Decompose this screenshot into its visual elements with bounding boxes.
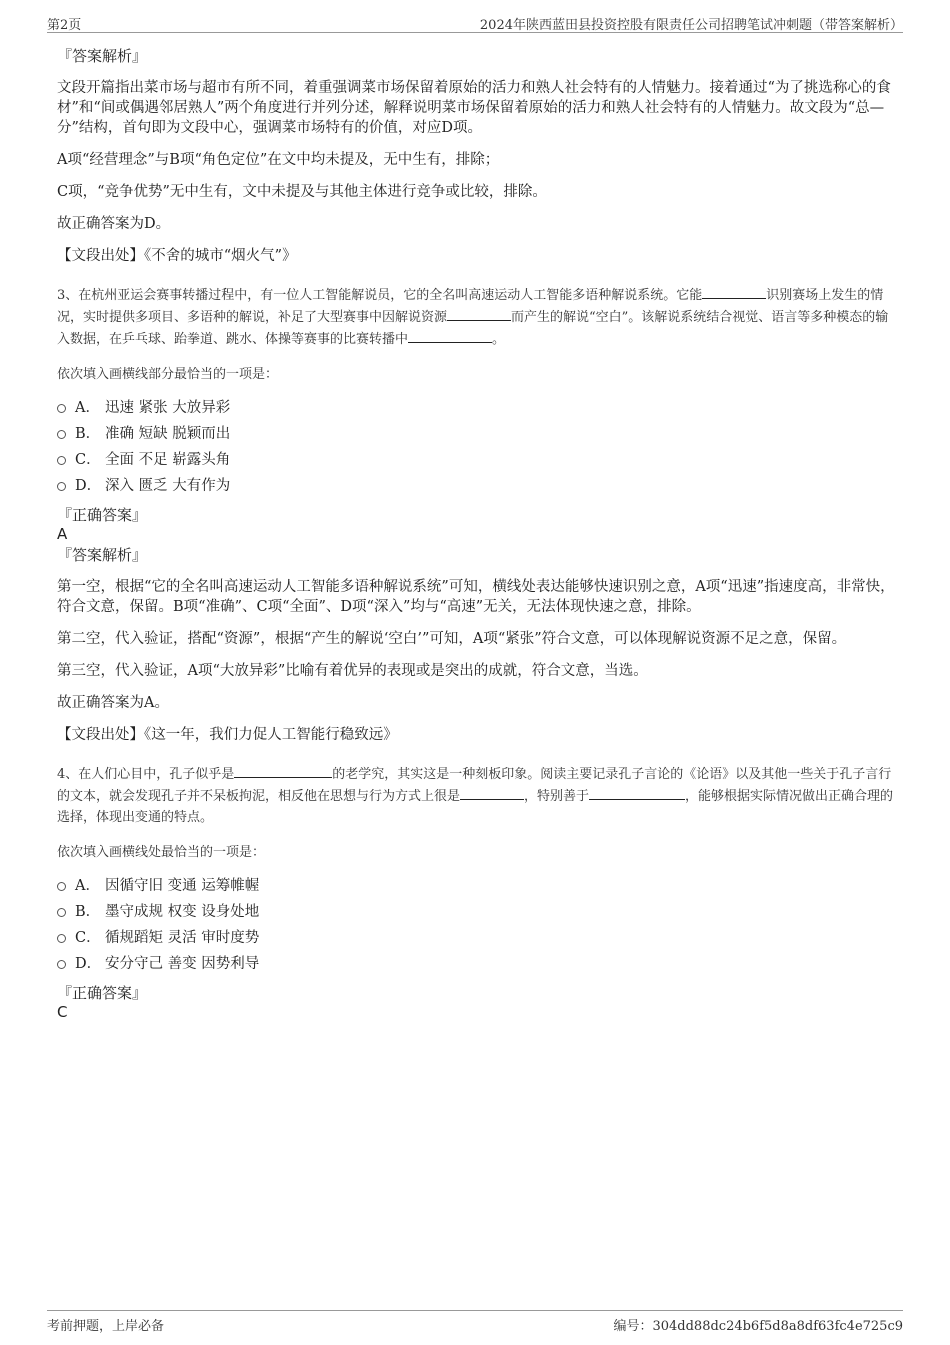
option-a[interactable]: A． 迅速 紧张 大放异彩 (17, 395, 897, 421)
option-c[interactable]: C． 全面 不足 崭露头角 (17, 447, 897, 473)
correct-answer: A (57, 525, 68, 543)
option-a[interactable]: A． 因循守旧 变通 运筹帷幄 (17, 873, 897, 899)
analysis-paragraph: 文段开篇指出菜市场与超市有所不同，着重强调菜市场保留着原始的活力和熟人社会特有的人情魅力。接着通过“为了挑选称心的食材”和“间或偶遇邻居熟人”两个角度进行并列分述，解释说明菜市场保留着原始的活力和熟人社会特有的人情魅力。故文段为“总—分”结构，首句即为文段中心，强调菜市场特有的价值，对应D项。 (57, 80, 891, 136)
correct-answer-label: 『正确答案』 (57, 506, 148, 524)
fill-blank[interactable] (589, 785, 685, 800)
page-content (57, 46, 897, 1021)
page-number: 第2页 (47, 18, 82, 33)
fill-blank[interactable] (460, 785, 524, 800)
source-citation: 【文段出处】《这一年，我们力促人工智能行稳致远》 (57, 727, 398, 743)
question-4-options (57, 873, 897, 977)
radio-icon[interactable] (57, 934, 66, 943)
radio-icon[interactable] (57, 456, 66, 465)
correct-answer: C (57, 1003, 68, 1021)
radio-icon[interactable] (57, 482, 66, 491)
option-d[interactable]: D． 安分守己 善变 因势利导 (17, 951, 897, 977)
radio-icon[interactable] (57, 960, 66, 969)
document-title: 2024年陕西蓝田县投资控股有限责任公司招聘笔试冲刺题（带答案解析） (479, 18, 903, 33)
question-3-options (57, 395, 897, 499)
analysis-paragraph: C项，“竞争优势”无中生有，文中未提及与其他主体进行竞争或比较，排除。 (57, 184, 547, 200)
page-footer (47, 1310, 903, 1333)
option-b[interactable]: B． 墨守成规 权变 设身处地 (17, 899, 897, 925)
analysis-paragraph: 第一空，根据“它的全名叫高速运动人工智能多语种解说系统”可知，横线处表达能够快速识别之意，A项“迅速”指速度高，非常快，符合文意，保留。B项“准确”、C项“全面”、D项“深入”均与“高速”无关，无法体现快速之意，排除。 (57, 579, 895, 615)
option-c[interactable]: C． 循规蹈矩 灵活 审时度势 (17, 925, 897, 951)
option-d[interactable]: D． 深入 匮乏 大有作为 (17, 473, 897, 499)
analysis-label: 『答案解析』 (57, 47, 148, 65)
fill-blank[interactable] (408, 328, 492, 343)
analysis-conclusion: 故正确答案为D。 (57, 216, 171, 232)
radio-icon[interactable] (57, 430, 66, 439)
question-3-prompt: 依次填入画横线部分最恰当的一项是： (57, 367, 279, 382)
correct-answer-label: 『正确答案』 (57, 984, 148, 1002)
page-header (47, 12, 903, 33)
question-4-prompt: 依次填入画横线处最恰当的一项是： (57, 845, 266, 860)
radio-icon[interactable] (57, 404, 66, 413)
option-b[interactable]: B． 准确 短缺 脱颖而出 (17, 421, 897, 447)
radio-icon[interactable] (57, 908, 66, 917)
fill-blank[interactable] (234, 763, 332, 778)
analysis-paragraph: A项“经营理念”与B项“角色定位”在文中均未提及，无中生有，排除； (57, 152, 500, 168)
footer-slogan: 考前押题，上岸必备 (47, 1319, 165, 1334)
analysis-paragraph: 第三空，代入验证，A项“大放异彩”比喻有着优异的表现或是突出的成就，符合文意，当选。 (57, 663, 648, 679)
fill-blank[interactable] (447, 306, 511, 321)
analysis-label: 『答案解析』 (57, 546, 148, 564)
question-3-stem: 3、在杭州亚运会赛事转播过程中，有一位人工智能解说员，它的全名叫高速运动人工智能多语种解说系统。它能 识别赛场上发生的情况，实时提供多项目、多语种的解说，补足了大型赛事中因解说资源 而产生的解说“空白”。该解说系统结合视觉、语言等多种模态的输入数据，在乒乓球、跆拳道、跳水、体操等赛事的比赛转播中 。 (57, 284, 897, 350)
source-citation: 【文段出处】《不舍的城市“烟火气”》 (57, 248, 297, 264)
radio-icon[interactable] (57, 882, 66, 891)
analysis-paragraph: 第二空，代入验证，搭配“资源”，根据“产生的解说‘空白’”可知，A项“紧张”符合文意，可以体现解说资源不足之意，保留。 (57, 631, 847, 647)
fill-blank[interactable] (702, 284, 766, 299)
document-id: 编号：304dd88dc24b6f5d8a8df63fc4e725c9 (613, 1319, 903, 1334)
analysis-conclusion: 故正确答案为A。 (57, 695, 169, 711)
question-4-stem: 4、在人们心目中，孔子似乎是 的老学究，其实这是一种刻板印象。阅读主要记录孔子言论的《论语》以及其他一些关于孔子言行的文本，就会发现孔子并不呆板拘泥，相反他在思想与行为方式上很是 ，特别善于 ，能够根据实际情况做出正确合理的选择，体现出变通的特点。 (57, 763, 897, 828)
